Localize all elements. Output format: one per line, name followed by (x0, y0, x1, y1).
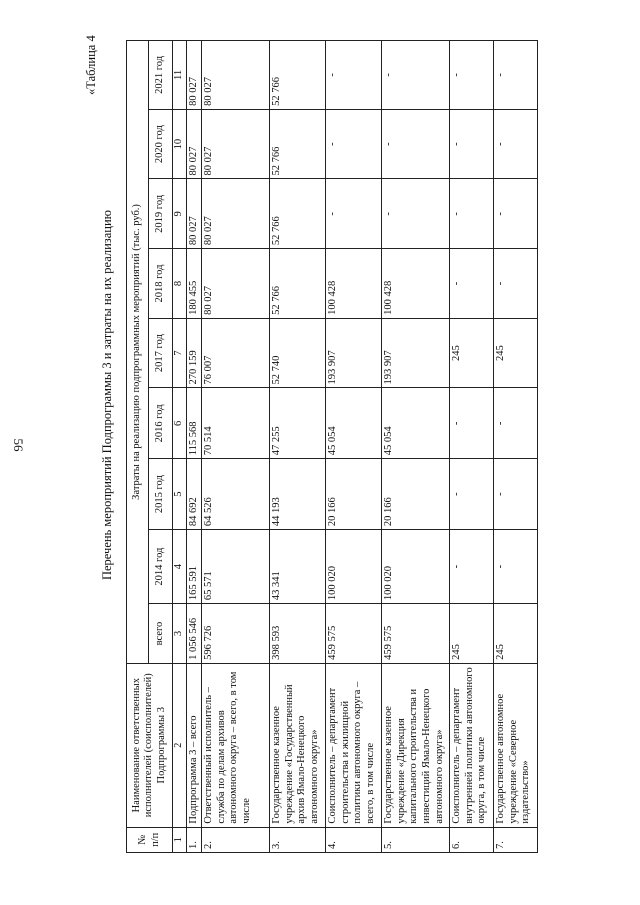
header-name: Наименование ответственных исполнителей (соисполнителей) Подпрограммы 3 (127, 663, 173, 827)
table-row (202, 41, 270, 853)
year-value: - (450, 179, 494, 249)
column-number: 7 (173, 318, 187, 388)
year-value: - (382, 179, 450, 249)
year-value: - (450, 41, 494, 110)
year-value: 80 027 (186, 179, 202, 249)
row-total: 459 575 (382, 604, 450, 664)
year-value: 52 766 (270, 109, 326, 179)
column-number: 5 (173, 459, 187, 530)
year-value: 80 027 (186, 41, 202, 110)
costs-table (126, 40, 538, 853)
year-value: 80 027 (202, 179, 270, 249)
header-year: 2015 год (149, 459, 173, 530)
year-value: 193 907 (382, 318, 450, 388)
page-number: 56 (11, 438, 26, 452)
column-number: 1 (173, 827, 187, 852)
year-value: - (382, 41, 450, 110)
header-year: 2021 год (149, 41, 173, 110)
year-value: - (450, 530, 494, 604)
table-row (186, 41, 202, 853)
year-value: - (494, 459, 538, 530)
column-number: 11 (173, 41, 187, 110)
year-value: 45 054 (326, 388, 382, 459)
year-value: - (494, 41, 538, 110)
year-value: 100 020 (326, 530, 382, 604)
column-number: 8 (173, 249, 187, 319)
year-value: 193 907 (326, 318, 382, 388)
year-value: - (326, 179, 382, 249)
year-value: 52 766 (270, 41, 326, 110)
column-number: 2 (173, 663, 187, 827)
row-total: 459 575 (326, 604, 382, 664)
header-costs: Затраты на реализацию подпрограммных мероприятий (тыс. руб.) (127, 41, 149, 664)
table-row (450, 41, 494, 853)
row-number: 3. (270, 827, 326, 852)
table-row (382, 41, 450, 853)
header-total: всего (149, 604, 173, 664)
row-total: 1 056 546 (186, 604, 202, 664)
row-number: 6. (450, 827, 494, 852)
column-number: 10 (173, 109, 187, 179)
year-value: 52 766 (270, 179, 326, 249)
row-name: Государственное казенное учреждение «Дирекция капитального строительства и инвестиций Ямало-Ненецкого автономного округа» (382, 663, 450, 827)
year-value: - (494, 179, 538, 249)
year-value: - (494, 388, 538, 459)
year-value: - (382, 109, 450, 179)
row-total: 245 (494, 604, 538, 664)
row-name: Государственное казенное учреждение «Государственный архив Ямало-Ненецкого автономного округа» (270, 663, 326, 827)
year-value: 84 692 (186, 459, 202, 530)
year-value: 245 (450, 318, 494, 388)
header-year: 2019 год (149, 179, 173, 249)
year-value: - (450, 249, 494, 319)
row-number: 1. (186, 827, 202, 852)
row-total: 245 (450, 604, 494, 664)
year-value: - (494, 109, 538, 179)
year-value: - (494, 249, 538, 319)
table-row (494, 41, 538, 853)
year-value: 44 193 (270, 459, 326, 530)
year-value: - (450, 109, 494, 179)
row-name: Соисполнитель – департамент строительства и жилищной политики автономного округа – всего, в том числе (326, 663, 382, 827)
year-value: 100 428 (382, 249, 450, 319)
column-number: 4 (173, 530, 187, 604)
year-value: 100 428 (326, 249, 382, 319)
year-value: 52 766 (270, 249, 326, 319)
year-value: 43 341 (270, 530, 326, 604)
year-value: 80 027 (202, 109, 270, 179)
year-value: 65 571 (202, 530, 270, 604)
year-value: 20 166 (326, 459, 382, 530)
header-year: 2020 год (149, 109, 173, 179)
column-number: 9 (173, 179, 187, 249)
header-year: 2017 год (149, 318, 173, 388)
header-num: № п/п (127, 827, 173, 852)
row-name: Государственное автономное учреждение «Северное издательство» (494, 663, 538, 827)
year-value: 180 455 (186, 249, 202, 319)
row-number: 2. (202, 827, 270, 852)
row-number: 4. (326, 827, 382, 852)
column-number: 6 (173, 388, 187, 459)
table-row (326, 41, 382, 853)
row-name: Соисполнитель – департамент внутренней политики автономного округа, в том числе (450, 663, 494, 827)
year-value: 45 054 (382, 388, 450, 459)
year-value: - (494, 530, 538, 604)
row-total: 398 593 (270, 604, 326, 664)
table-caption: Перечень мероприятий Подпрограммы 3 и затраты на их реализацию (100, 209, 114, 581)
row-number: 7. (494, 827, 538, 852)
column-number: 3 (173, 604, 187, 664)
header-year: 2018 год (149, 249, 173, 319)
year-value: 80 027 (202, 41, 270, 110)
year-value: 270 159 (186, 318, 202, 388)
year-value: 115 568 (186, 388, 202, 459)
year-value: 80 027 (202, 249, 270, 319)
row-total: 596 726 (202, 604, 270, 664)
row-number: 5. (382, 827, 450, 852)
row-name: Подпрограмма 3 – всего (186, 663, 202, 827)
year-value: 52 740 (270, 318, 326, 388)
row-name: Ответственный исполнитель – служба по делам архивов автономного округа – всего, в том числе (202, 663, 270, 827)
year-value: 245 (494, 318, 538, 388)
year-value: 76 007 (202, 318, 270, 388)
year-value: - (450, 388, 494, 459)
table-label: «Таблица 4 (84, 35, 98, 95)
year-value: 80 027 (186, 109, 202, 179)
year-value: - (326, 109, 382, 179)
year-value: 20 166 (382, 459, 450, 530)
year-value: 64 526 (202, 459, 270, 530)
year-value: 70 514 (202, 388, 270, 459)
year-value: - (326, 41, 382, 110)
year-value: 47 255 (270, 388, 326, 459)
header-year: 2016 год (149, 388, 173, 459)
header-year: 2014 год (149, 530, 173, 604)
year-value: 165 591 (186, 530, 202, 604)
table-row (270, 41, 326, 853)
year-value: 100 020 (382, 530, 450, 604)
year-value: - (450, 459, 494, 530)
